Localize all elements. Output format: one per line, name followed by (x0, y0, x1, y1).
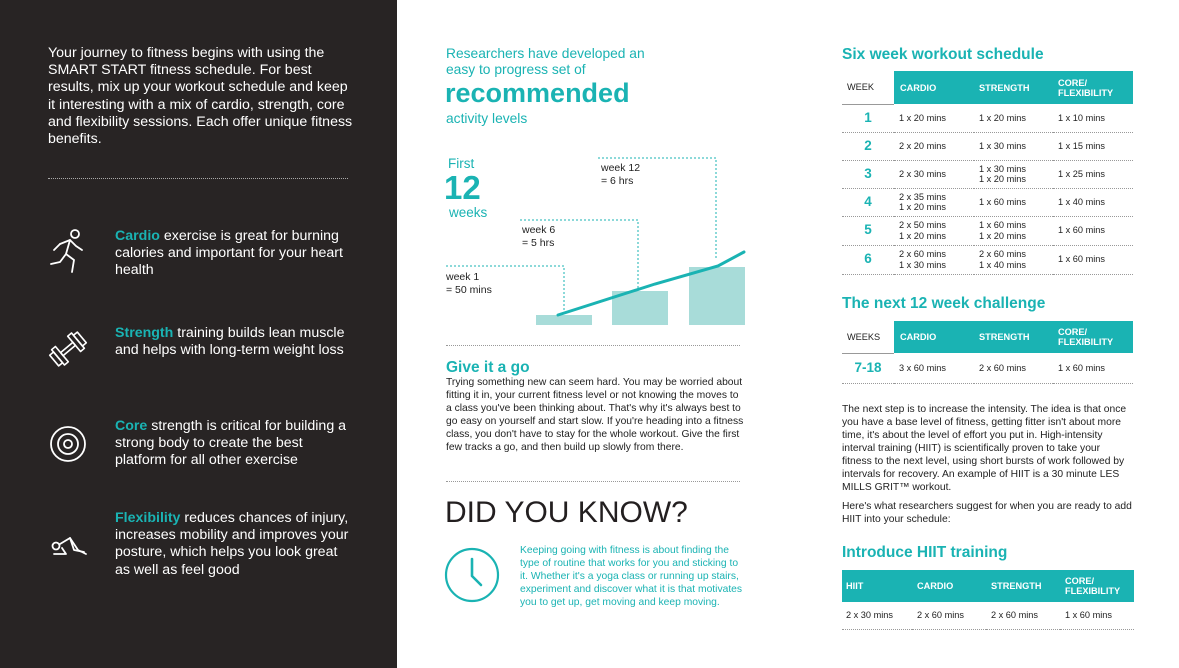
col-header-strength: STRENGTH (974, 321, 1053, 353)
cell: 2 x 60 mins (986, 602, 1060, 629)
col-header-strength: STRENGTH (986, 570, 1060, 602)
left-panel (0, 0, 397, 668)
intro-text: Your journey to fitness begins with using the SMART START fitness schedule. For best results, mix up your workout schedule and keep it interesting with a mix of cardio, strength, core and flexibility sessions. Each offer unique fitness benefits. (48, 45, 353, 148)
col-header-weeks: WEEKS (842, 321, 894, 353)
twelve-week-table (842, 321, 1133, 384)
col-header-hiit: HIIT (842, 570, 912, 602)
cell: 1 x 30 mins (974, 132, 1053, 160)
table-row (842, 602, 1134, 629)
activity-chart (440, 150, 760, 340)
col-header-week: WEEK (842, 71, 894, 104)
table-row (842, 132, 1133, 160)
cell: 1 x 60 mins (1053, 353, 1133, 383)
six-week-heading: Six week workout schedule (842, 46, 1044, 63)
recommended-heading-line2: activity levels (446, 111, 528, 126)
target-icon (48, 422, 88, 470)
first-label: First (448, 156, 475, 171)
cell: 1 x 60 mins (1053, 245, 1133, 274)
week-number: 5 (842, 216, 894, 245)
intensity-paragraph: The next step is to increase the intensity. The idea is that once you have a base level of fitness, getting fitter isn't about more time, it's about the level of effort you put in. High-intensity interval training (HIIT) is scientifically proven to take your fitness to the next level, using short bursts of work followed by intervals for recovery. An example of HIIT is a 30 minute LES MILLS GRIT™ workout. (842, 404, 1127, 493)
benefit-keyword: Core (115, 418, 148, 434)
divider (446, 345, 740, 346)
weeks-range: 7-18 (842, 353, 894, 383)
recommended-heading-line1: Researchers have developed an easy to progress set of (446, 46, 645, 77)
cell-line: 1 x 30 mins (979, 163, 1026, 174)
cell (974, 160, 1053, 188)
twelve-number: 12 (444, 169, 481, 206)
week-number: 6 (842, 245, 894, 274)
week-text: week 12 (601, 162, 641, 174)
cell: 2 x 20 mins (894, 132, 974, 160)
benefit-core (48, 418, 358, 488)
col-header-strength: STRENGTH (974, 71, 1053, 104)
cell: 1 x 40 mins (1053, 188, 1133, 216)
hiit-table (842, 570, 1134, 630)
benefit-text: exercise is great for burning calories and important for your heart health (115, 228, 343, 279)
divider (48, 178, 348, 179)
cell: 1 x 10 mins (1053, 104, 1133, 132)
divider (446, 481, 740, 482)
cell: 1 x 25 mins (1053, 160, 1133, 188)
six-week-table (842, 71, 1133, 275)
cell: 2 x 30 mins (894, 160, 974, 188)
bar-week1 (536, 315, 592, 325)
week-number: 2 (842, 132, 894, 160)
week1-label (446, 271, 492, 297)
week-number: 4 (842, 188, 894, 216)
col-header-cardio: CARDIO (894, 71, 974, 104)
week-number: 3 (842, 160, 894, 188)
cell: 1 x 60 mins (1053, 216, 1133, 245)
table-row (842, 353, 1133, 383)
stretching-person-icon (48, 524, 88, 572)
col-header-core: CORE/ FLEXIBILITY (1060, 570, 1134, 602)
table-row (842, 104, 1133, 132)
cell: 1 x 60 mins (974, 188, 1053, 216)
dumbbell-icon (48, 325, 88, 373)
amount-text: = 6 hrs (601, 174, 634, 187)
hiit-heading: Introduce HIIT training (842, 544, 1008, 561)
cell-line: 1 x 40 mins (979, 259, 1026, 270)
cell: 2 x 60 mins (912, 602, 986, 629)
twelve-week-heading: The next 12 week challenge (842, 295, 1046, 312)
cell-line: 2 x 60 mins (899, 249, 946, 259)
weeks-label: weeks (449, 205, 488, 220)
benefit-keyword: Cardio (115, 228, 160, 244)
cell (974, 245, 1053, 274)
cell-line: 2 x 35 mins (899, 191, 946, 202)
benefit-keyword: Flexibility (115, 510, 181, 526)
cell-line: 2 x 50 mins (899, 220, 946, 230)
amount-text: = 50 mins (446, 283, 492, 296)
cell (894, 216, 974, 245)
week-text: week 1 (446, 271, 480, 283)
week-number: 1 (842, 104, 894, 132)
cell-line: 1 x 20 mins (979, 174, 1026, 184)
cell (894, 245, 974, 274)
cell: 1 x 20 mins (974, 104, 1053, 132)
benefit-text: training builds lean muscle and helps with long-term weight loss (115, 325, 345, 359)
cell: 1 x 15 mins (1053, 132, 1133, 160)
hiit-intro-paragraph: Here's what researchers suggest for when you are ready to add HIIT into your schedule: (842, 501, 1132, 525)
cell (894, 188, 974, 216)
benefit-keyword: Strength (115, 325, 174, 341)
cell-line: 1 x 60 mins (979, 220, 1026, 230)
week6-label (522, 224, 555, 250)
recommended-heading: recommended (445, 78, 630, 108)
give-it-a-go-text: Trying something new can seem hard. You may be worried about fitting it in, your current fitness level or not knowing the moves to a class you've been thinking about. That's why it's always best to go easy on yourself and start slow. If you're heading into a fitness class, you don't have to stay for the whole workout. Give the first few tracks a go, and then build up slowly from there. (446, 377, 744, 453)
week12-label (601, 162, 640, 188)
running-person-icon (48, 228, 88, 276)
benefit-flexibility (48, 510, 358, 580)
did-you-know-text: Keeping going with fitness is about finding the type of routine that works for you and sticking to it. Whether it's a yoga class or running up stairs, experiment and discover what it is that motivates you to get up, get moving and keep moving. (520, 545, 743, 608)
cell: 3 x 60 mins (894, 353, 974, 383)
give-it-a-go-heading: Give it a go (446, 359, 530, 376)
cell: 2 x 60 mins (974, 353, 1053, 383)
cell-line: 1 x 20 mins (979, 230, 1026, 241)
cell: 1 x 60 mins (1060, 602, 1134, 629)
col-header-core: CORE/ FLEXIBILITY (1053, 321, 1133, 353)
cell: 1 x 20 mins (894, 104, 974, 132)
did-you-know-heading: DID YOU KNOW? (445, 496, 688, 529)
table-row (842, 160, 1133, 188)
cell-line: 1 x 30 mins (899, 259, 946, 270)
col-header-cardio: CARDIO (912, 570, 986, 602)
cell-line: 1 x 20 mins (899, 202, 946, 212)
benefit-text: reduces chances of injury, increases mobility and improves your posture, which helps you look great as well as feel good (115, 510, 349, 578)
week-text: week 6 (522, 224, 556, 236)
table-row (842, 216, 1133, 245)
cell-line: 2 x 60 mins (979, 249, 1026, 259)
benefit-strength (48, 325, 358, 395)
clock-icon (443, 546, 501, 604)
benefit-text: strength is critical for building a strong body to create the best platform for all other exercise (115, 418, 347, 469)
cell: 2 x 30 mins (842, 602, 912, 629)
cell-line: 1 x 20 mins (899, 230, 946, 241)
benefit-cardio (48, 228, 358, 298)
table-row (842, 188, 1133, 216)
cell (974, 216, 1053, 245)
col-header-cardio: CARDIO (894, 321, 974, 353)
bar-week12 (689, 267, 745, 325)
amount-text: = 5 hrs (522, 236, 555, 249)
col-header-core: CORE/ FLEXIBILITY (1053, 71, 1133, 104)
table-row (842, 245, 1133, 274)
